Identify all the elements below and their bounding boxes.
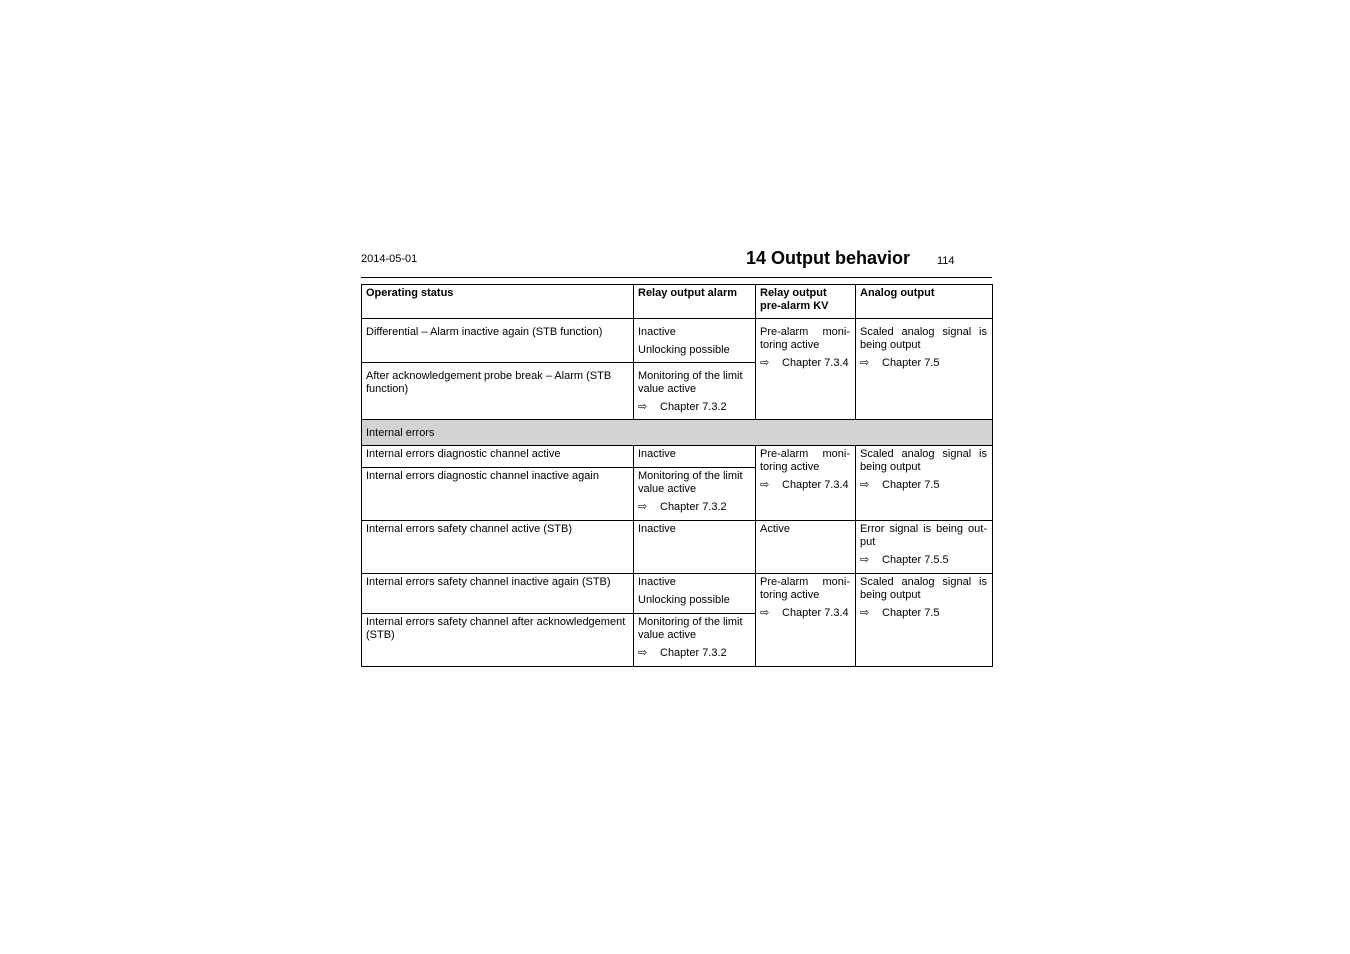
arrow-right-icon: ⇨ [860,357,870,369]
arrow-right-icon: ⇨ [638,501,648,513]
chapter-reference [638,501,750,514]
chapter-link[interactable]: Chapter 7.3.2 [660,401,727,413]
chapter-link[interactable]: Chapter 7.3.4 [782,479,849,491]
arrow-right-icon: ⇨ [860,554,870,566]
chapter-link[interactable]: Chapter 7.3.2 [660,647,727,659]
relay-alarm-cell [634,319,756,363]
prealarm-text: Pre-alarm moni-toring active [760,448,850,473]
page-title: 14 Output behavior [746,248,911,268]
operating-status-cell: Internal errors safety channel inactive again (STB) [362,574,634,614]
chapter-link[interactable]: Chapter 7.3.4 [782,357,849,369]
header-date: 2014-05-01 [361,253,418,265]
relay-alarm-cell: Inactive [634,446,756,468]
arrow-right-icon: ⇨ [860,479,870,491]
arrow-right-icon: ⇨ [638,647,648,659]
chapter-reference [860,357,987,370]
arrow-right-icon: ⇨ [760,357,770,369]
analog-output-cell [856,574,993,667]
relay-alarm-text: Inactive [638,326,676,338]
header-rule [361,277,992,278]
analog-output-text: Error signal is being out-put [860,523,987,548]
chapter-reference [760,357,850,370]
section-row [362,420,993,446]
chapter-link[interactable]: Chapter 7.5 [882,607,940,619]
relay-alarm-cell [634,574,756,614]
analog-output-text: Scaled analog signal is being output [860,326,987,351]
arrow-right-icon: ⇨ [638,401,648,413]
column-header: Analog output [856,285,993,319]
table-header-row [362,285,993,319]
analog-output-text: Scaled analog signal is being output [860,576,987,601]
table-row [362,574,993,614]
arrow-right-icon: ⇨ [760,607,770,619]
analog-output-text: Scaled analog signal is being output [860,448,987,473]
analog-output-cell [856,446,993,521]
table-row [362,319,993,363]
operating-status-cell: Differential – Alarm inactive again (STB function) [362,319,634,363]
relay-alarm-cell [634,614,756,667]
chapter-reference [760,607,850,620]
chapter-reference [760,479,850,492]
output-behavior-table [361,284,993,667]
operating-status-cell: After acknowledgement probe break – Alarm (STB function) [362,363,634,420]
prealarm-text: Pre-alarm moni-toring active [760,326,850,351]
prealarm-cell [756,319,856,420]
relay-alarm-text: Monitoring of the limit value active [638,370,743,395]
relay-alarm-text: Inactive [638,576,676,588]
chapter-reference [860,479,987,492]
arrow-right-icon: ⇨ [860,607,870,619]
relay-alarm-text: Monitoring of the limit value active [638,470,743,495]
chapter-reference [860,607,987,620]
chapter-reference [638,647,750,660]
relay-alarm-note: Unlocking possible [638,344,730,356]
section-heading: Internal errors [362,420,993,446]
prealarm-text: Pre-alarm moni-toring active [760,576,850,601]
prealarm-cell [756,446,856,521]
chapter-link[interactable]: Chapter 7.5 [882,479,940,491]
column-header: Relay output alarm [634,285,756,319]
column-header: Relay output pre-alarm KV [756,285,856,319]
analog-output-cell [856,319,993,420]
chapter-reference [860,554,987,567]
arrow-right-icon: ⇨ [760,479,770,491]
prealarm-cell [756,574,856,667]
relay-alarm-note: Unlocking possible [638,594,730,606]
column-header: Operating status [362,285,634,319]
table-row [362,521,993,574]
relay-alarm-cell [634,468,756,521]
operating-status-cell: Internal errors safety channel after acknowledgement (STB) [362,614,634,667]
operating-status-cell: Internal errors safety channel active (STB) [362,521,634,574]
chapter-link[interactable]: Chapter 7.5.5 [882,554,949,566]
analog-output-cell [856,521,993,574]
chapter-reference [638,401,750,414]
chapter-link[interactable]: Chapter 7.3.2 [660,501,727,513]
table-row [362,446,993,468]
relay-alarm-cell [634,363,756,420]
relay-alarm-cell: Inactive [634,521,756,574]
chapter-link[interactable]: Chapter 7.5 [882,357,940,369]
operating-status-cell: Internal errors diagnostic channel inactive again [362,468,634,521]
prealarm-cell: Active [756,521,856,574]
page-number: 114 [937,255,955,267]
operating-status-cell: Internal errors diagnostic channel active [362,446,634,468]
relay-alarm-text: Monitoring of the limit value active [638,616,743,641]
chapter-link[interactable]: Chapter 7.3.4 [782,607,849,619]
